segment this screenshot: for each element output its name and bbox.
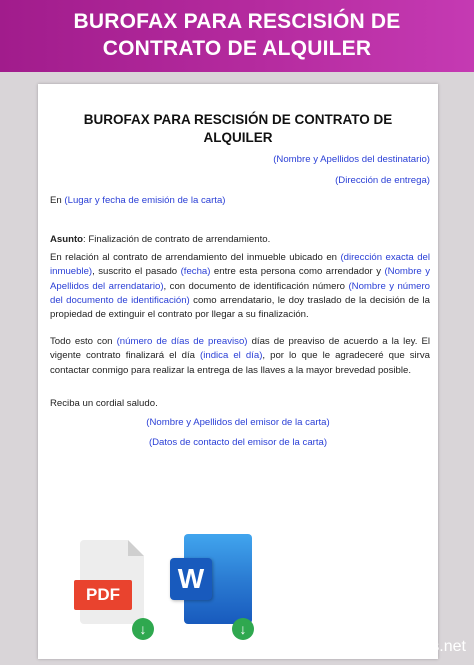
place-date: (Lugar y fecha de emisión de la carta) [64, 195, 226, 206]
p1-text-2: , suscrito el pasado [92, 266, 178, 278]
header-banner [0, 0, 474, 72]
word-letter: W [170, 558, 212, 600]
sender-name: (Nombre y Apellidos del emisor de la carta) [146, 417, 330, 428]
delivery-address: (Dirección de entrega) [335, 175, 430, 186]
subject-line [50, 233, 430, 247]
envelope-icon [324, 636, 346, 658]
banner-title-line1: BUROFAX PARA RESCISIÓN DE [73, 10, 401, 33]
subject-text: : Finalización de contrato de arrendamiento. [83, 234, 271, 245]
p1-placeholder-address: (dirección exacta del inmueble) [50, 252, 430, 278]
p2-placeholder-days: (número de días de preaviso) [116, 336, 248, 347]
document-title [38, 111, 438, 147]
subject-label: Asunto [50, 234, 84, 245]
p2-text-3: , por lo que le agradeceré que sirva contactar conmigo para realizar la entrega de las llaves a la mayor brevedad posible. [50, 350, 430, 376]
sender-contact: (Datos de contacto del emisor de la carta) [148, 437, 328, 448]
p1-text-3: entre esta persona como arrendador y [213, 266, 381, 278]
brand-name: Milcartas.net [375, 638, 466, 655]
file-format-icons [66, 534, 266, 654]
place-prefix: En [50, 195, 62, 206]
paragraph-1 [50, 251, 430, 322]
closing-line: Reciba un cordial saludo. [50, 398, 158, 409]
p2-text-1: Todo esto con [50, 336, 113, 347]
document-page [38, 84, 438, 659]
pdf-page-fold [128, 540, 144, 556]
recipient-name: (Nombre y Apellidos del destinatario) [273, 154, 430, 165]
p1-placeholder-date: (fecha) [180, 266, 211, 278]
p1-placeholder-id: (Nombre y número del documento de identificación) [50, 280, 430, 306]
document-title-line1: BUROFAX PARA RESCISIÓN DE CONTRATO DE [83, 112, 393, 127]
p1-text-1: En relación al contrato de arrendamiento del inmueble ubicado en [50, 252, 337, 263]
paragraph-2 [50, 335, 430, 378]
p2-text-2: días de preaviso de acuerdo a la ley. El vigente contrato finalizará el día [50, 336, 430, 362]
p1-text-5: como arrendatario, le doy traslado de la decisión de la propiedad de extinguir el contrato por llegar a su finalización. [50, 294, 430, 321]
p2-placeholder-day: (indica el día) [200, 350, 263, 362]
p1-text-4: , con documento de identificación número [163, 280, 346, 292]
brand-watermark [310, 634, 474, 660]
word-download-icon[interactable]: ↓ [232, 618, 254, 640]
place-date-line [50, 194, 430, 208]
banner-title-line2: CONTRATO DE ALQUILER [102, 37, 372, 60]
pdf-label: PDF [74, 580, 132, 610]
p1-placeholder-tenant: (Nombre y Apellidos del arrendatario) [50, 266, 431, 292]
pdf-download-icon[interactable]: ↓ [132, 618, 154, 640]
document-title-line2: ALQUILER [203, 130, 273, 145]
